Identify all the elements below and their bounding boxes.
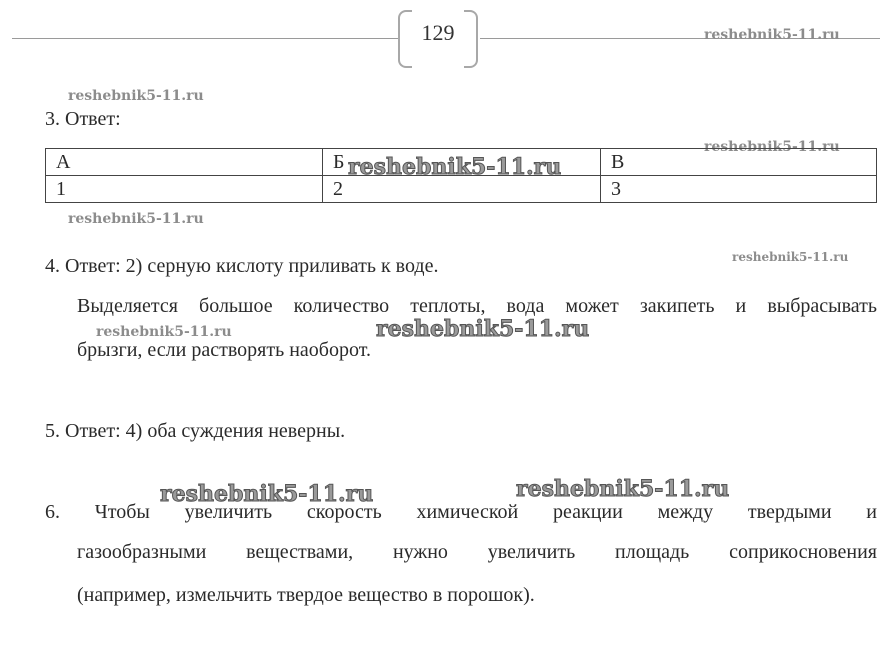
table-cell: 2: [323, 176, 601, 203]
q4-explanation-line-1: Выделяется большое количество теплоты, вода может закипеть и выбрасывать: [77, 295, 877, 317]
watermark: reshebnik5-11.ru: [160, 481, 374, 507]
page-number: 129: [421, 20, 455, 45]
table-header-cell: В: [601, 149, 877, 176]
table-header-cell: А: [46, 149, 323, 176]
q5-answer: 5. Ответ: 4) оба суждения неверны.: [45, 420, 346, 442]
watermark: reshebnik5-11.ru: [348, 154, 562, 180]
q3-label: 3. Ответ:: [45, 108, 121, 130]
q6-line-1: 6. Чтобы увеличить скорость химической реакции между твердыми и: [45, 501, 877, 523]
watermark: reshebnik5-11.ru: [68, 88, 204, 104]
watermark: reshebnik5-11.ru: [96, 324, 232, 340]
watermark: reshebnik5-11.ru: [732, 250, 849, 264]
table-header-cell: Б: [323, 149, 601, 176]
q4-explanation-line-2: брызги, если растворять наоборот.: [77, 339, 371, 361]
q4-answer: 4. Ответ: 2) серную кислоту приливать к воде.: [45, 255, 439, 277]
q6-line-3: (например, измельчить твердое вещество в порошок).: [77, 584, 535, 606]
q6-line-2: газообразными веществами, нужно увеличить площадь соприкосновения: [77, 541, 877, 563]
header-rule-left: [12, 38, 398, 39]
page-number-bracket-right: [464, 10, 478, 68]
watermark: reshebnik5-11.ru: [376, 316, 590, 342]
table-cell: 1: [46, 176, 323, 203]
table-cell: 3: [601, 176, 877, 203]
header-watermark: reshebnik5-11.ru: [704, 27, 840, 43]
watermark: reshebnik5-11.ru: [704, 139, 840, 155]
watermark: reshebnik5-11.ru: [516, 476, 730, 502]
watermark: reshebnik5-11.ru: [68, 211, 204, 227]
